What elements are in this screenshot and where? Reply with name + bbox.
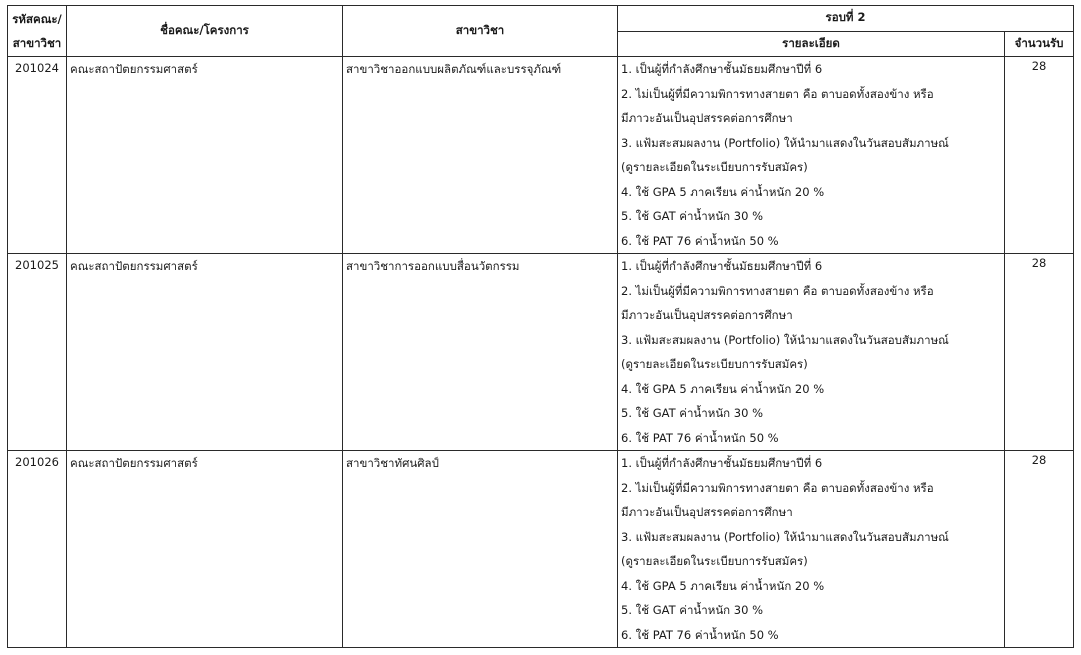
requirement-details [618,57,1005,254]
faculty-name: คณะสถาปัตยกรรมศาสตร์ [67,451,343,648]
table-row [8,254,1074,451]
requirement-line: 2. ไม่เป็นผู้ที่มีความพิการทางสายตา คือ ตาบอดทั้งสองข้าง หรือ [621,480,934,495]
header-code-line2: สาขาวิชา [12,36,62,50]
requirement-details [618,254,1005,451]
major-name: สาขาวิชาออกแบบผลิตภัณฑ์และบรรจุภัณฑ์ [343,57,618,254]
requirement-line: 2. ไม่เป็นผู้ที่มีความพิการทางสายตา คือ ตาบอดทั้งสองข้าง หรือ [621,86,934,101]
requirement-line: 2. ไม่เป็นผู้ที่มีความพิการทางสายตา คือ ตาบอดทั้งสองข้าง หรือ [621,283,934,298]
header-quota: จำนวนรับ [1005,31,1074,57]
requirement-line: มีภาวะอันเป็นอุปสรรคต่อการศึกษา [621,505,793,519]
header-code [8,6,67,57]
table-row [8,451,1074,648]
requirement-line: 5. ใช้ GAT ค่าน้ำหนัก 30 % [621,209,764,223]
quota-count: 28 [1005,254,1074,451]
requirement-line: มีภาวะอันเป็นอุปสรรคต่อการศึกษา [621,308,793,322]
major-name: สาขาวิชาทัศนศิลป์ [343,451,618,648]
faculty-name: คณะสถาปัตยกรรมศาสตร์ [67,254,343,451]
table-row [8,57,1074,254]
requirement-line: (ดูรายละเอียดในระเบียบการรับสมัคร) [621,554,808,568]
requirement-line: 5. ใช้ GAT ค่าน้ำหนัก 30 % [621,603,764,617]
requirement-line: มีภาวะอันเป็นอุปสรรคต่อการศึกษา [621,111,793,125]
requirement-line: 1. เป็นผู้ที่กำลังศึกษาชั้นมัธยมศึกษาปีที่ 6 [621,259,823,273]
requirement-line: 4. ใช้ GPA 5 ภาคเรียน ค่าน้ำหนัก 20 % [621,184,825,199]
requirement-line: 3. แฟ้มสะสมผลงาน (Portfolio) ให้นำมาแสดงในวันสอบสัมภาษณ์ [621,332,949,347]
header-code-line1: รหัสคณะ/ [12,12,62,26]
faculty-name: คณะสถาปัตยกรรมศาสตร์ [67,57,343,254]
program-code: 201026 [8,451,67,648]
quota-count: 28 [1005,57,1074,254]
requirement-line: 3. แฟ้มสะสมผลงาน (Portfolio) ให้นำมาแสดงในวันสอบสัมภาษณ์ [621,529,949,544]
requirement-line: 3. แฟ้มสะสมผลงาน (Portfolio) ให้นำมาแสดงในวันสอบสัมภาษณ์ [621,135,949,150]
major-name: สาขาวิชาการออกแบบสื่อนวัตกรรม [343,254,618,451]
admission-table [7,5,1074,648]
requirement-line: 4. ใช้ GPA 5 ภาคเรียน ค่าน้ำหนัก 20 % [621,381,825,396]
header-round: รอบที่ 2 [618,6,1074,32]
requirement-details [618,451,1005,648]
program-code: 201024 [8,57,67,254]
header-major: สาขาวิชา [343,6,618,57]
requirement-line: (ดูรายละเอียดในระเบียบการรับสมัคร) [621,160,808,174]
requirement-line: 1. เป็นผู้ที่กำลังศึกษาชั้นมัธยมศึกษาปีที่ 6 [621,456,823,470]
requirement-line: 6. ใช้ PAT 76 ค่าน้ำหนัก 50 % [621,627,779,642]
program-code: 201025 [8,254,67,451]
header-faculty: ชื่อคณะ/โครงการ [67,6,343,57]
quota-count: 28 [1005,451,1074,648]
requirement-line: 6. ใช้ PAT 76 ค่าน้ำหนัก 50 % [621,430,779,445]
requirement-line: 1. เป็นผู้ที่กำลังศึกษาชั้นมัธยมศึกษาปีที่ 6 [621,62,823,76]
table-body [8,57,1074,648]
requirement-line: (ดูรายละเอียดในระเบียบการรับสมัคร) [621,357,808,371]
requirement-line: 4. ใช้ GPA 5 ภาคเรียน ค่าน้ำหนัก 20 % [621,578,825,593]
requirement-line: 6. ใช้ PAT 76 ค่าน้ำหนัก 50 % [621,233,779,248]
header-details: รายละเอียด [618,31,1005,57]
requirement-line: 5. ใช้ GAT ค่าน้ำหนัก 30 % [621,406,764,420]
